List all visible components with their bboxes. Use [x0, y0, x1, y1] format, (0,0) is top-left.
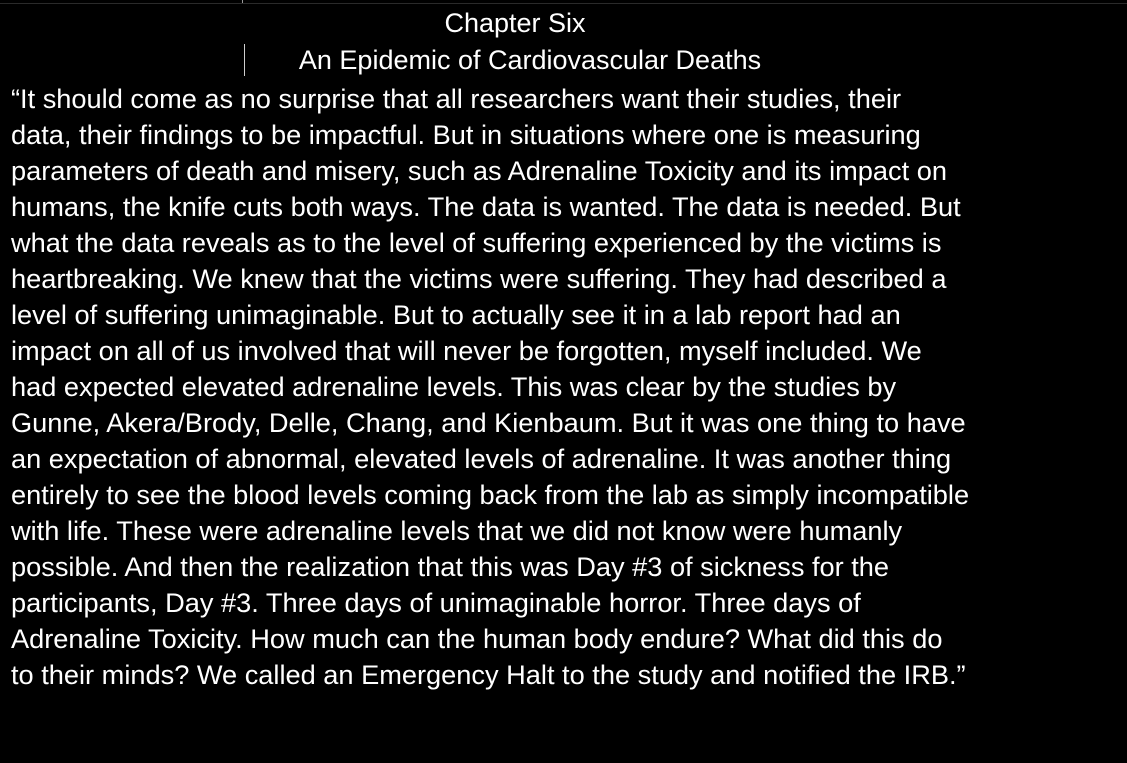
paragraph-line-8: impact on all of us involved that will never be forgotten, myself included. We — [11, 335, 922, 366]
top-divider-line — [0, 3, 1127, 4]
paragraph-line-1: “It should come as no surprise that all researchers want their studies, their — [11, 83, 902, 114]
paragraph-line-13: with life. These were adrenaline levels that we did not know were humanly — [11, 515, 903, 546]
paragraph-line-2: data, their findings to be impactful. But in situations where one is measuring — [11, 119, 921, 150]
top-tick-mark — [242, 0, 243, 3]
paragraph-line-3: parameters of death and misery, such as Adrenaline Toxicity and its impact on — [11, 155, 947, 186]
paragraph-line-15: participants, Day #3. Three days of unimaginable horror. Three days of — [11, 587, 861, 618]
paragraph-line-11: an expectation of abnormal, elevated levels of adrenaline. It was another thing — [11, 443, 952, 474]
chapter-heading: Chapter Six — [444, 8, 586, 38]
chapter-title: An Epidemic of Cardiovascular Deaths — [298, 45, 762, 75]
paragraph-line-7: level of suffering unimaginable. But to actually see it in a lab report had an — [11, 299, 901, 330]
paragraph-line-6: heartbreaking. We knew that the victims were suffering. They had described a — [11, 263, 947, 294]
paragraph-line-16: Adrenaline Toxicity. How much can the human body endure? What did this do — [11, 623, 943, 654]
paragraph-line-5: what the data reveals as to the level of suffering experienced by the victims is — [11, 227, 942, 258]
paragraph-line-9: had expected elevated adrenaline levels. This was clear by the studies by — [11, 371, 897, 402]
paragraph-line-14: possible. And then the realization that this was Day #3 of sickness for the — [11, 551, 890, 582]
quote-paragraph — [11, 81, 1127, 693]
paragraph-line-4: humans, the knife cuts both ways. The data is wanted. The data is needed. But — [11, 191, 961, 222]
paragraph-line-10: Gunne, Akera/Brody, Delle, Chang, and Kienbaum. But it was one thing to have — [11, 407, 966, 438]
paragraph-line-12: entirely to see the blood levels coming back from the lab as simply incompatible — [11, 479, 970, 510]
paragraph-line-17: to their minds? We called an Emergency Halt to the study and notified the IRB.” — [11, 659, 966, 690]
